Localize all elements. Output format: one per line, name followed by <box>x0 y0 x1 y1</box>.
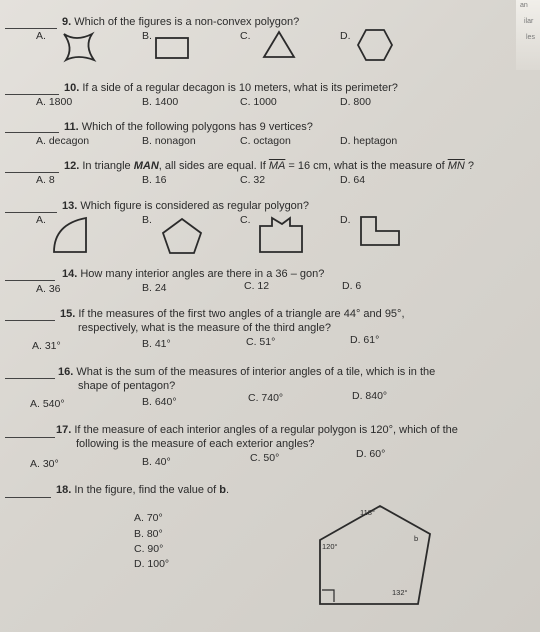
q17-option-b: B. 40° <box>142 456 171 468</box>
answer-blank-15 <box>5 320 55 321</box>
q9-option-d: D. <box>340 30 351 42</box>
triangle-name: MAN <box>133 160 159 172</box>
q15-option-c: C. 51° <box>246 336 276 348</box>
q11-option-d: D. heptagon <box>340 135 398 147</box>
angle-label-top: 118° <box>360 508 375 517</box>
q13-option-a: A. <box>36 214 46 226</box>
q12-option-d: D. 64 <box>340 174 366 186</box>
q13-sector-figure <box>50 214 90 256</box>
question-15-line-1: 15. If the measures of the first two angles of a triangle are 44° and 95°, <box>60 308 405 320</box>
q13-pentagon-figure <box>160 216 204 256</box>
q14-option-a: A. 36 <box>36 283 61 295</box>
q13-option-d: D. <box>340 214 351 226</box>
answer-blank-11 <box>5 132 59 133</box>
answer-blank-9 <box>5 28 57 29</box>
question-9: 9. Which of the figures is a non-convex polygon? <box>62 16 300 28</box>
q18-option-b: B. 80° <box>134 528 163 540</box>
q9-option-c: C. <box>240 30 251 42</box>
q18-option-d: D. 100° <box>134 558 170 570</box>
answer-blank-13 <box>5 212 57 213</box>
answer-blank-12 <box>5 172 59 173</box>
q11-option-c: C. octagon <box>240 135 291 147</box>
q14-option-d: D. 6 <box>342 280 362 292</box>
q10-option-c: C. 1000 <box>240 96 277 108</box>
q17-option-d: D. 60° <box>356 448 386 460</box>
q18-pentagon-figure <box>300 500 450 612</box>
q15-option-b: B. 41° <box>142 338 171 350</box>
q12-option-b: B. 16 <box>142 174 167 186</box>
question-12: 12. In triangle MAN, all sides are equal. If $\overline{MA} = 16$ cm, what is the measure of $\overline{MN}$ ? <box>64 160 474 172</box>
question-15-line-2: respectively, what is the measure of the third angle? <box>78 322 331 334</box>
question-14: 14. How many interior angles are there in a 36 – gon? <box>62 268 325 280</box>
question-18: 18. In the figure, find the value of b. <box>56 484 230 496</box>
q16-option-c: C. 740° <box>248 392 284 404</box>
q16-option-a: A. 540° <box>30 398 65 410</box>
q9-triangle-figure <box>262 30 296 60</box>
angle-label-bottom: 132° <box>392 588 408 597</box>
q16-option-d: D. 840° <box>352 390 388 402</box>
q12-option-c: C. 32 <box>240 174 266 186</box>
q9-option-b: B. <box>142 30 152 42</box>
variable-b: b <box>219 484 227 496</box>
q17-option-c: C. 50° <box>250 452 280 464</box>
angle-label-b: b <box>414 534 419 543</box>
q11-option-b: B. nonagon <box>142 135 196 147</box>
question-17-line-1: 17. If the measure of each interior angles of a regular polygon is 120°, which of the <box>56 424 458 436</box>
angle-label-left: 120° <box>322 542 338 551</box>
q18-option-c: C. 90° <box>134 543 164 555</box>
question-10: 10. If a side of a regular decagon is 10 meters, what is its perimeter? <box>64 82 398 94</box>
answer-blank-10 <box>5 94 59 95</box>
question-11: 11. Which of the following polygons has 9 vertices? <box>64 121 313 133</box>
question-16-line-1: 16. What is the sum of the measures of interior angles of a tile, which is in the <box>58 366 436 378</box>
q13-house-figure <box>256 210 306 256</box>
q14-option-b: B. 24 <box>142 282 167 294</box>
q15-option-a: A. 31° <box>32 340 61 352</box>
q18-option-a: A. 70° <box>134 512 163 524</box>
q11-option-a: A. decagon <box>36 135 90 147</box>
q9-hexagon-figure <box>356 28 394 62</box>
answer-blank-16 <box>5 378 55 379</box>
answer-blank-17 <box>5 437 55 438</box>
q17-option-a: A. 30° <box>30 458 59 470</box>
question-16-line-2: shape of pentagon? <box>78 380 176 392</box>
q14-option-c: C. 12 <box>244 280 270 292</box>
q15-option-d: D. 61° <box>350 334 380 346</box>
q13-option-c: C. <box>240 214 251 226</box>
question-17-line-2: following is the measure of each exterior angles? <box>76 438 315 450</box>
adjacent-page-edge <box>516 0 540 70</box>
q10-option-d: D. 800 <box>340 96 371 108</box>
q12-option-a: A. 8 <box>36 174 55 186</box>
q16-option-b: B. 640° <box>142 396 177 408</box>
q10-option-b: B. 1400 <box>142 96 179 108</box>
q9-rectangle-figure <box>154 36 190 60</box>
q13-option-b: B. <box>142 214 152 226</box>
segment-ma: $\overline{MA}$ <box>268 160 286 172</box>
q10-option-a: A. 1800 <box>36 96 73 108</box>
edge-text-2: ilar <box>524 18 534 25</box>
q9-option-a: A. <box>36 30 46 42</box>
edge-text-3: les <box>526 34 535 41</box>
q13-l-shape-figure <box>358 214 402 248</box>
segment-mn: $\overline{MN}$ <box>447 160 465 172</box>
answer-blank-14 <box>5 280 55 281</box>
answer-blank-18 <box>5 497 51 498</box>
q9-concave-star-figure <box>60 30 104 66</box>
edge-text-1: an <box>520 2 528 9</box>
question-13: 13. Which figure is considered as regular polygon? <box>62 200 310 212</box>
